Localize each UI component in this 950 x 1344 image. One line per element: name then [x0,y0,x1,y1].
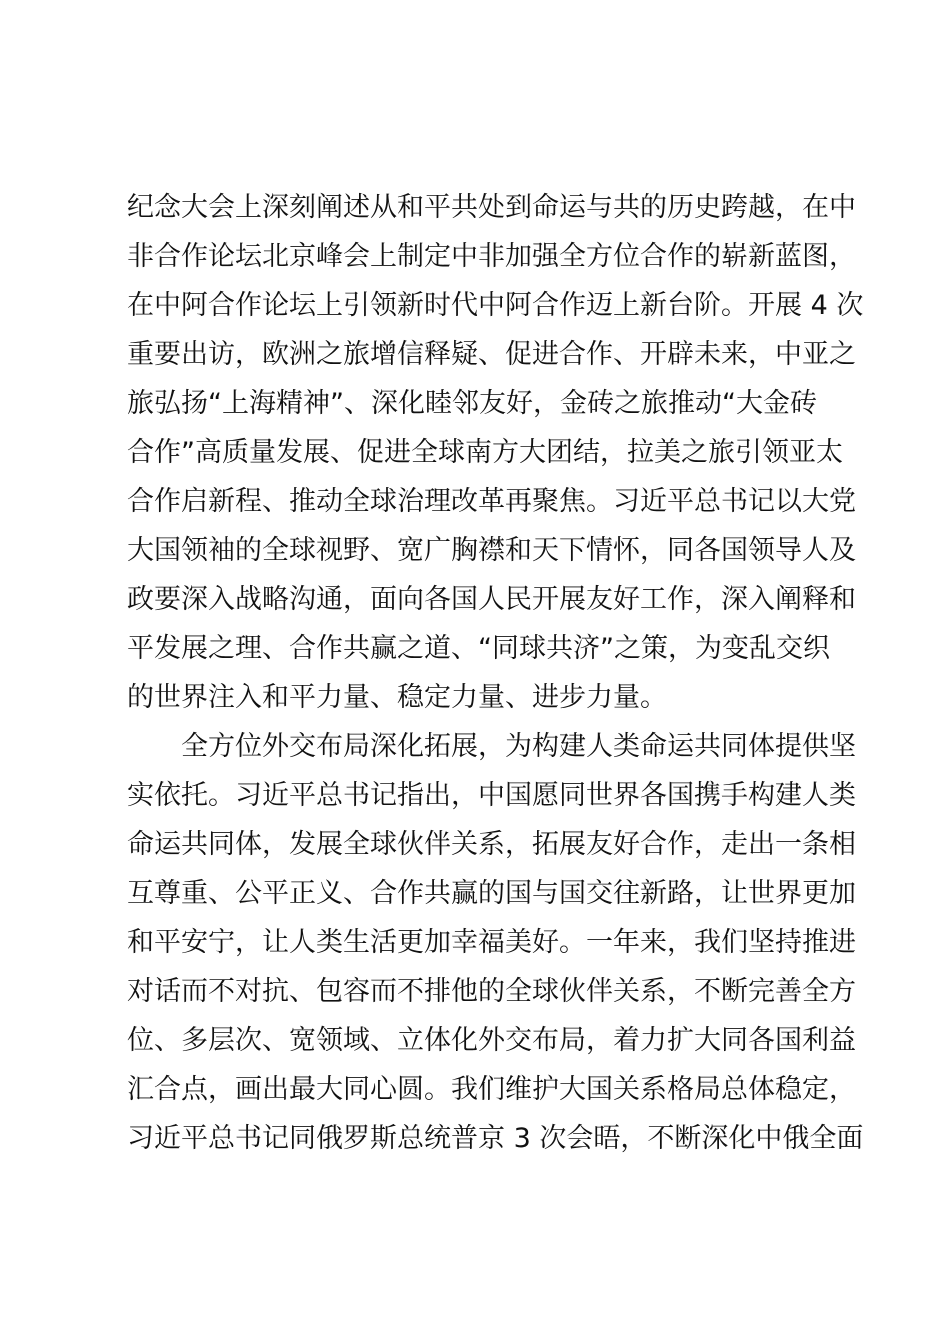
text-line: 互尊重、公平正义、合作共赢的国与国交往新路，让世界更加 [127,878,856,909]
paragraph-2 [127,722,864,1163]
text-line: 和平安宁，让人类生活更加幸福美好。一年来，我们坚持推进 [127,927,856,958]
text-line: 汇合点，画出最大同心圆。我们维护大国关系格局总体稳定， [127,1074,856,1105]
text-line: 全方位外交布局深化拓展，为构建人类命运共同体提供坚 [181,731,856,762]
text-line: 政要深入战略沟通，面向各国人民开展友好工作，深入阐释和 [127,584,856,615]
text-line: 纪念大会上深刻阐述从和平共处到命运与共的历史跨越，在中 [127,192,856,223]
text-line: 非合作论坛北京峰会上制定中非加强全方位合作的崭新蓝图， [127,241,856,272]
text-line: 旅弘扬“上海精神”、深化睦邻友好，金砖之旅推动“大金砖 [127,388,817,419]
text-line: 大国领袖的全球视野、宽广胸襟和天下情怀，同各国领导人及 [127,535,856,566]
text-line: 的世界注入和平力量、稳定力量、进步力量。 [127,682,667,713]
text-line: 对话而不对抗、包容而不排他的全球伙伴关系，不断完善全方 [127,976,856,1007]
text-line: 命运共同体，发展全球伙伴关系，拓展友好合作，走出一条相 [127,829,856,860]
body-text [127,183,864,1163]
paragraph-1 [127,183,864,722]
text-line: 位、多层次、宽领域、立体化外交布局，着力扩大同各国利益 [127,1025,856,1056]
text-line: 实依托。习近平总书记指出，中国愿同世界各国携手构建人类 [127,780,856,811]
text-line: 合作”高质量发展、促进全球南方大团结，拉美之旅引领亚太 [127,437,843,468]
text-line: 合作启新程、推动全球治理改革再聚焦。习近平总书记以大党 [127,486,856,517]
text-line: 习近平总书记同俄罗斯总统普京 3 次会晤，不断深化中俄全面 [127,1123,864,1154]
text-line: 平发展之理、合作共赢之道、“同球共济”之策，为变乱交织 [127,633,830,664]
text-line: 重要出访，欧洲之旅增信释疑、促进合作、开辟未来，中亚之 [127,339,856,370]
text-line: 在中阿合作论坛上引领新时代中阿合作迈上新台阶。开展 4 次 [127,290,864,321]
